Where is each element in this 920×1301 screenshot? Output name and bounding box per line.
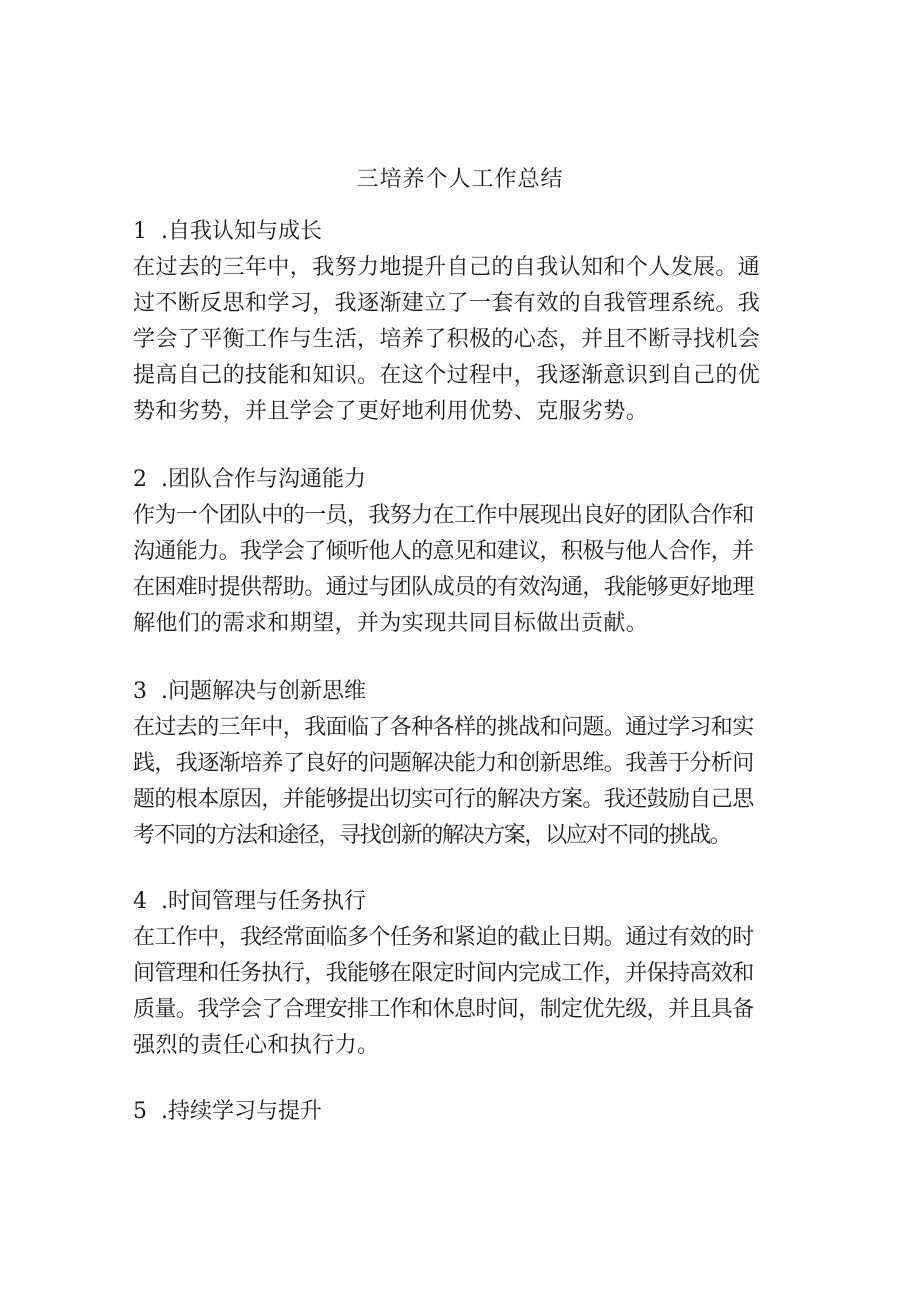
- section-number: 1: [133, 219, 147, 244]
- section-problem-solving: [133, 674, 813, 854]
- section-title: .时间管理与任务执行: [161, 889, 366, 914]
- section-number: 4: [133, 889, 147, 914]
- paragraph-line: 解他们的需求和期望，并为实现共同目标做出贡献。: [133, 611, 649, 636]
- section-title: .自我认知与成长: [161, 219, 322, 244]
- section-continuous-learning: [133, 1094, 813, 1130]
- section-number: 2: [133, 467, 147, 492]
- paragraph-line: 过不断反思和学习，我逐渐建立了一套有效的自我管理系统。我: [133, 291, 761, 316]
- paragraph-line: 提高自己的技能和知识。在这个过程中，我逐渐意识到自己的优: [133, 363, 761, 388]
- paragraph-line: 学会了平衡工作与生活，培养了积极的心态，并且不断寻找机会: [133, 327, 761, 352]
- paragraph-line: 在过去的三年中，我面临了各种各样的挑战和问题。通过学习和实: [133, 715, 754, 740]
- paragraph-line: 质量。我学会了合理安排工作和休息时间，制定优先级，并且具备: [133, 997, 754, 1022]
- section-heading: [133, 674, 813, 710]
- section-heading: [133, 214, 813, 250]
- section-self-awareness: [133, 214, 813, 430]
- paragraph-line: 践，我逐渐培养了良好的问题解决能力和创新思维。我善于分析问: [133, 751, 754, 776]
- paragraph-line: 沟通能力。我学会了倾听他人的意见和建议，积极与他人合作，并: [133, 539, 754, 564]
- paragraph-line: 题的根本原因，并能够提出切实可行的解决方案。我还鼓励自己思: [133, 787, 754, 812]
- section-heading: [133, 1094, 813, 1130]
- paragraph-line: 强烈的责任心和执行力。: [133, 1033, 380, 1058]
- paragraph-line: 在工作中，我经常面临多个任务和紧迫的截止日期。通过有效的时: [133, 925, 754, 950]
- paragraph-line: 在困难时提供帮助。通过与团队成员的有效沟通，我能够更好地理: [133, 575, 754, 600]
- section-number: 3: [133, 679, 147, 704]
- section-heading: [133, 884, 813, 920]
- document-title: 三培养个人工作总结: [356, 167, 564, 192]
- paragraph-line: 间管理和任务执行，我能够在限定时间内完成工作，并保持高效和: [133, 961, 754, 986]
- section-title: .问题解决与创新思维: [161, 679, 366, 704]
- section-number: 5: [133, 1099, 147, 1124]
- section-title: .团队合作与沟通能力: [161, 467, 366, 492]
- paragraph-line: 势和劣势，并且学会了更好地利用优势、克服劣势。: [133, 399, 649, 424]
- section-heading: [133, 462, 813, 498]
- paragraph-line: 考不同的方法和途径，寻找创新的解决方案，以应对不同的挑战。: [133, 823, 731, 848]
- paragraph-line: 作为一个团队中的一员，我努力在工作中展现出良好的团队合作和: [133, 503, 754, 528]
- section-title: .持续学习与提升: [161, 1099, 322, 1124]
- paragraph-line: 在过去的三年中，我努力地提升自己的自我认知和个人发展。通: [133, 255, 761, 280]
- section-teamwork: [133, 462, 813, 642]
- section-time-management: [133, 884, 813, 1064]
